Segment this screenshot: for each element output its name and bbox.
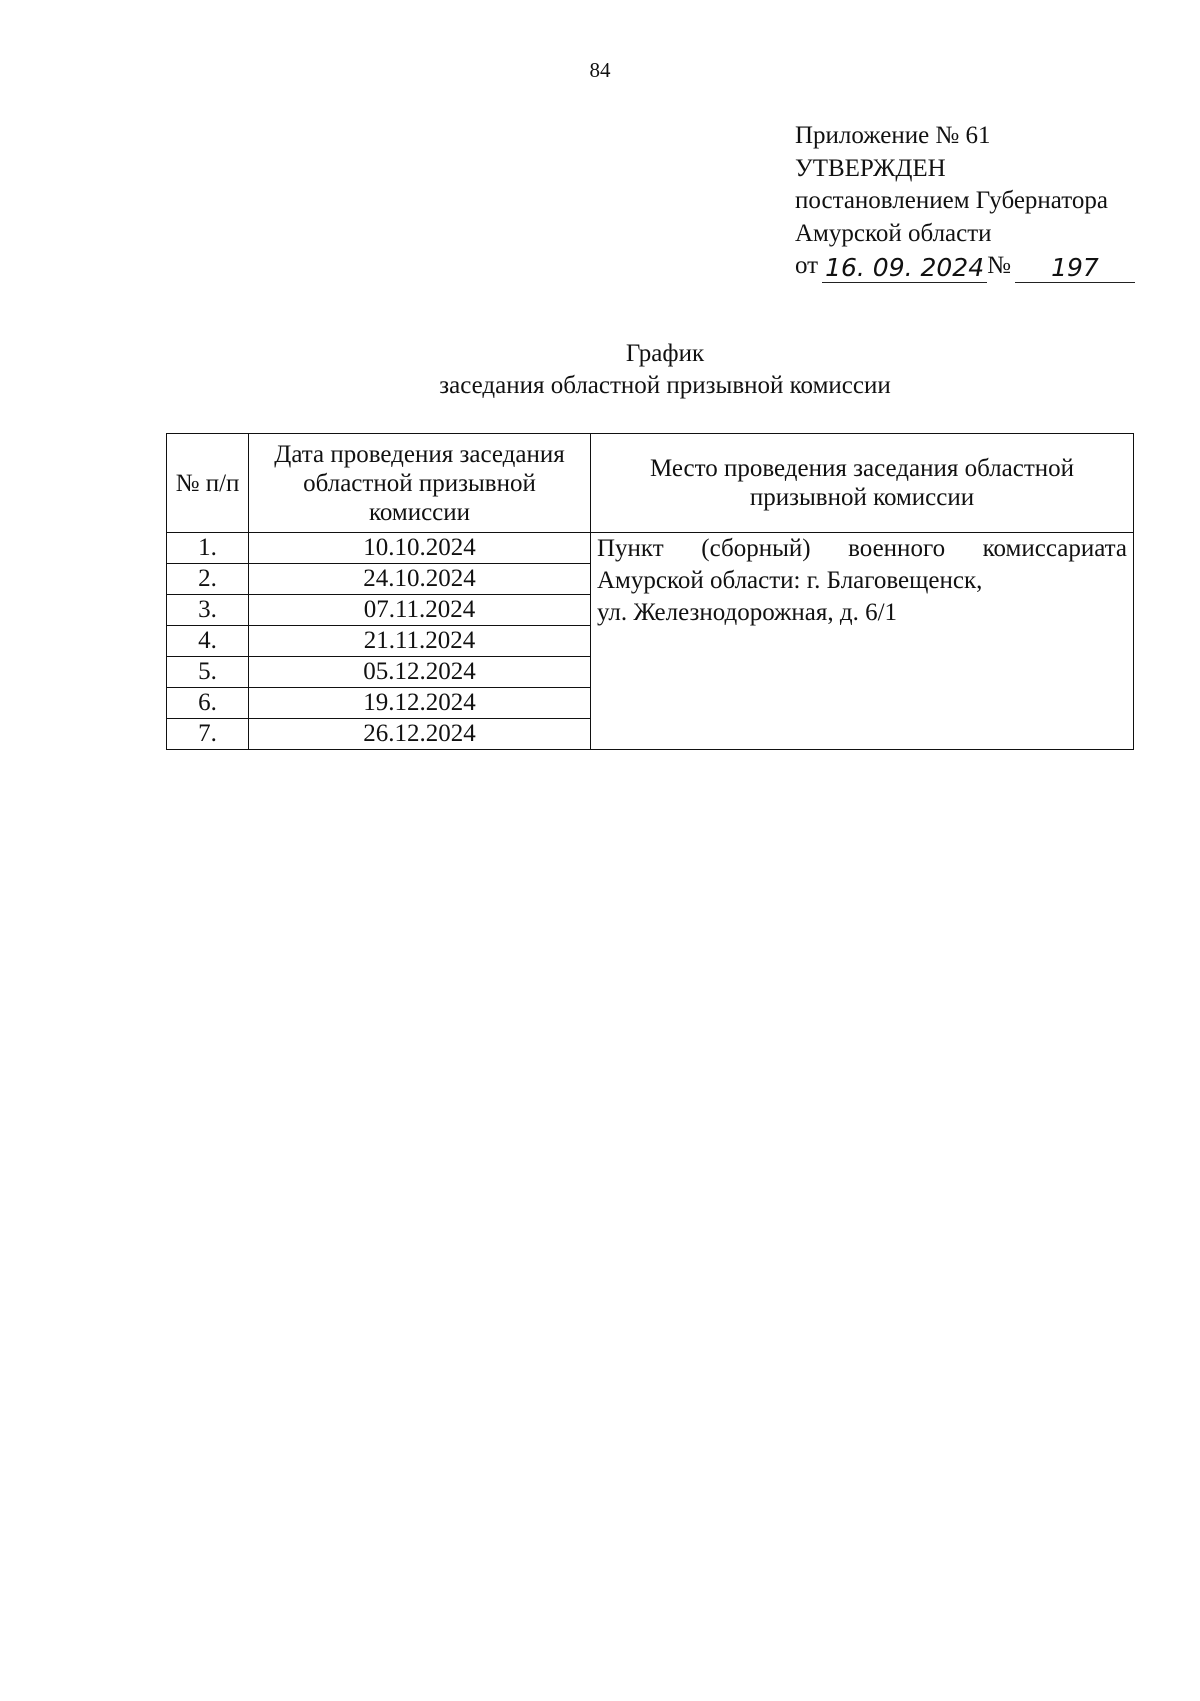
title-line-1: График [625,340,705,367]
place-line-1: Пункт (сборный) военного комиссариата [597,535,1127,562]
row-date: 10.10.2024 [249,533,591,564]
approval-block [795,120,1150,283]
row-date: 07.11.2024 [249,595,591,626]
place-cell [591,533,1134,750]
header-place: Место проведения заседания областной призывной комиссии [591,434,1134,533]
row-num: 5. [167,657,249,688]
row-num: 1. [167,533,249,564]
row-num: 6. [167,688,249,719]
approved-label: УТВЕРЖДЕН [795,154,946,182]
document-title [0,338,1200,402]
row-num: 2. [167,564,249,595]
resolution-date-line [795,250,1150,283]
row-date: 19.12.2024 [249,688,591,719]
number-label: № [987,252,1011,279]
header-num: № п/п [167,434,249,533]
row-date: 26.12.2024 [249,719,591,750]
header-date: Дата проведения заседания областной призывной комиссии [249,434,591,533]
from-label: от [795,252,819,279]
schedule-table [166,433,1134,750]
title-line-2: заседания областной призывной комиссии [439,372,891,399]
row-date: 24.10.2024 [249,564,591,595]
place-line-2: Амурской области: г. Благовещенск, [597,567,983,594]
row-num: 7. [167,719,249,750]
row-num: 3. [167,595,249,626]
row-date: 21.11.2024 [249,626,591,657]
row-date: 05.12.2024 [249,657,591,688]
appendix-label: Приложение № 61 [795,122,991,149]
row-num: 4. [167,626,249,657]
table-header-row [167,434,1134,533]
table-row [167,533,1134,564]
handwritten-number: 197 [1015,254,1135,283]
region-label: Амурской области [795,219,992,247]
place-line-3: ул. Железнодорожная, д. 6/1 [597,599,898,626]
resolution-label: постановлением Губернатора [795,187,1108,214]
page-number: 84 [589,58,611,82]
handwritten-date: 16. 09. 2024 [822,254,987,283]
